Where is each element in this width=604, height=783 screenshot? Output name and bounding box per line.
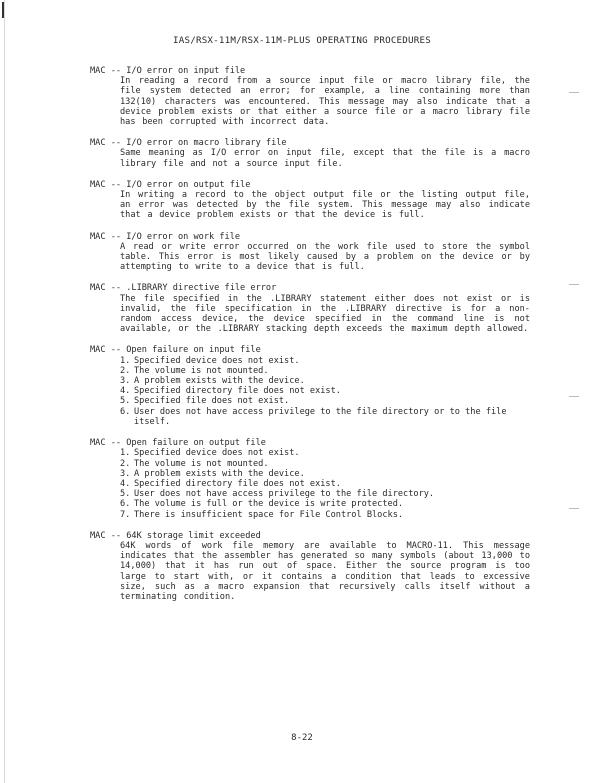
left-margin-rule <box>4 0 5 783</box>
list-item-number: 2. <box>120 365 131 376</box>
list-item-number: 1. <box>120 448 131 459</box>
error-entry <box>90 531 530 602</box>
margin-tick <box>569 92 579 93</box>
list-item-text: Specified directory file does not exist. <box>134 386 341 397</box>
list-item-text: User does not have access privilege to the file directory or to the file itself. <box>134 406 507 427</box>
error-description: A read or write error occurred on the work file used to store the symbol table. This error is most likely caused by a problem on the device or by attempting to write to a device that is full. <box>120 241 530 273</box>
cause-list <box>120 356 530 427</box>
list-item <box>120 396 530 406</box>
list-item <box>120 479 530 489</box>
error-description: In reading a record from a source input file or macro library file, the file system detected an error; for example, a line containing more than 132(10) characters was encountered. This message may also indicate that a device problem exists or that either a source file or a macro library file has been corrupted with incorrect data. <box>120 76 530 128</box>
error-title: MAC -- I/O error on output file <box>90 179 251 190</box>
list-item-text: A problem exists with the device. <box>134 376 305 387</box>
error-entry <box>90 232 530 273</box>
list-item-number: 6. <box>120 406 131 417</box>
list-item-number: 5. <box>120 489 131 500</box>
list-item-text: The volume is full or the device is write protected. <box>134 499 404 510</box>
error-entry <box>90 138 530 169</box>
list-item-text: A problem exists with the device. <box>134 468 305 479</box>
list-item-text: Specified directory file does not exist. <box>134 478 341 489</box>
list-item-text: The volume is not mounted. <box>134 458 269 469</box>
error-title: MAC -- I/O error on work file <box>90 231 241 242</box>
cause-list <box>120 448 530 519</box>
list-item-number: 4. <box>120 386 131 397</box>
list-item-text: Specified device does not exist. <box>134 355 300 366</box>
list-item <box>120 386 530 396</box>
error-title: MAC -- I/O error on input file <box>90 66 246 76</box>
list-item-number: 1. <box>120 355 131 366</box>
list-item-number: 5. <box>120 396 131 407</box>
error-entry <box>90 283 530 334</box>
margin-tick <box>569 508 579 509</box>
list-item-number: 7. <box>120 509 131 520</box>
list-item-number: 3. <box>120 376 131 387</box>
error-title: MAC -- Open failure on output file <box>90 438 266 449</box>
error-description: Same meaning as I/O error on input file, except that the file is a macro library file and not a source input file. <box>120 148 530 169</box>
error-description: The file specified in the .LIBRARY statement either does not exist or is invalid, the file specification in the .LIBRARY directive is for a non-random access device, the device specified in the command line is not available, or the .LIBRARY stacking depth exceeds the maximum depth allowed. <box>120 293 530 335</box>
list-item-text: The volume is not mounted. <box>134 365 269 376</box>
list-item <box>120 407 530 427</box>
top-left-mark <box>2 2 4 18</box>
list-item <box>120 366 530 376</box>
list-item <box>120 489 530 499</box>
error-title: MAC -- 64K storage limit exceeded <box>90 530 261 541</box>
list-item <box>120 448 530 458</box>
list-item <box>120 376 530 386</box>
list-item-number: 6. <box>120 499 131 510</box>
error-entry <box>90 438 530 520</box>
error-description: In writing a record to the object output file or the listing output file, an error was detected by the file system. This message may also indicate that a device problem exists or that the device is full. <box>120 190 530 221</box>
list-item-text: Specified file does not exist. <box>134 396 290 407</box>
list-item-number: 2. <box>120 458 131 469</box>
list-item-text: Specified device does not exist. <box>134 448 300 459</box>
list-item-number: 4. <box>120 478 131 489</box>
error-entry <box>90 345 530 427</box>
error-entry <box>90 180 530 221</box>
error-title: MAC -- Open failure on input file <box>90 345 261 356</box>
list-item <box>120 469 530 479</box>
margin-tick <box>569 284 579 285</box>
list-item-text: User does not have access privilege to the file directory. <box>134 489 435 500</box>
list-item <box>120 510 530 520</box>
error-message-list <box>90 66 530 613</box>
page-header: IAS/RSX-11M/RSX-11M-PLUS OPERATING PROCEDURES <box>173 35 431 46</box>
list-item <box>120 499 530 509</box>
list-item <box>120 459 530 469</box>
margin-tick <box>569 396 579 397</box>
list-item-text: There is insufficient space for File Control Blocks. <box>134 509 404 520</box>
list-item-number: 3. <box>120 468 131 479</box>
page-number: 8-22 <box>291 733 313 743</box>
error-description: 64K words of work file memory are available to MACRO-11. This message indicates that the assembler has generated so many symbols (about 13,000 to 14,000) that it has run out of space. Either the source program is too large to start with, or it contains a condition that leads to excessive size, such as a macro expansion that recursively calls itself without a terminating condition. <box>120 540 530 602</box>
error-title: MAC -- .LIBRARY directive file error <box>90 283 277 294</box>
error-title: MAC -- I/O error on macro library file <box>90 138 287 149</box>
list-item <box>120 356 530 366</box>
error-entry <box>90 66 530 127</box>
